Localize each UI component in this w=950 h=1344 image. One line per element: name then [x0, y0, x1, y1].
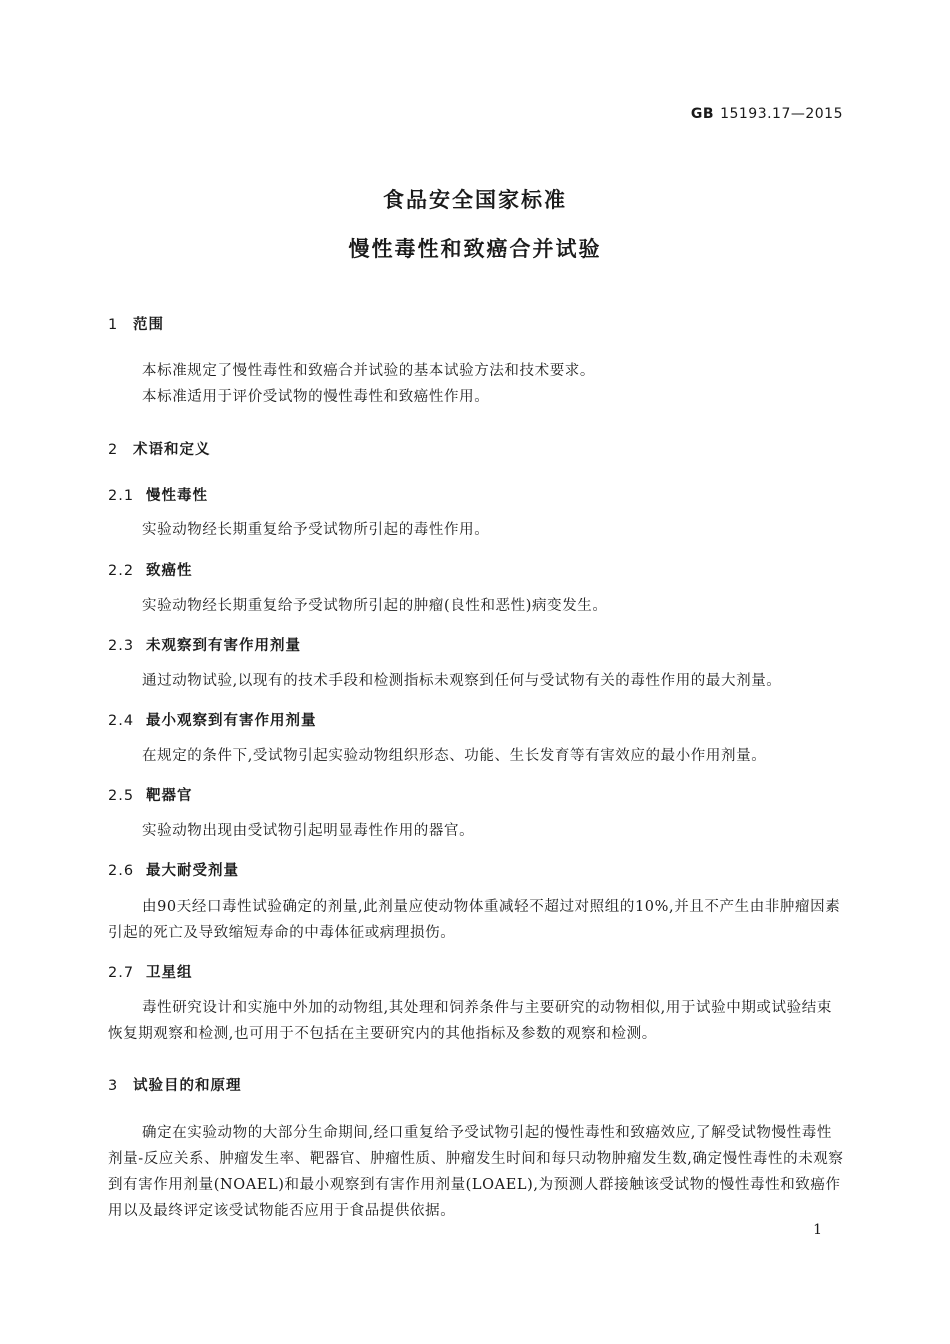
standard-code: 15193.17—2015: [720, 106, 843, 122]
term: 致癌性: [146, 563, 193, 579]
term: 最小观察到有害作用剂量: [146, 713, 317, 729]
definition-2-4-heading: [108, 709, 317, 730]
section-number: 2: [108, 442, 119, 458]
definition-2-6-heading: [108, 859, 239, 880]
definition-text: 实验动物经长期重复给予受试物所引起的肿瘤(良性和恶性)病变发生。: [142, 598, 608, 614]
gb-label: GB: [690, 106, 715, 122]
definition-2-5-heading: [108, 784, 193, 805]
definition-2-1-heading: [108, 484, 208, 505]
definition-2-7-heading: [108, 961, 193, 982]
term: 靶器官: [146, 788, 193, 804]
section-2-heading: [108, 438, 211, 459]
section-number: 2.7: [108, 965, 135, 981]
section-number: 3: [108, 1078, 119, 1094]
definition-2-3-heading: [108, 634, 301, 655]
paragraph: 本标准规定了慢性毒性和致癌合并试验的基本试验方法和技术要求。: [142, 363, 595, 379]
section-3-heading: [108, 1074, 242, 1095]
page-number: 1: [813, 1222, 822, 1238]
definition-text: 通过动物试验,以现有的技术手段和检测指标未观察到任何与受试物有关的毒性作用的最大剂量。: [142, 673, 782, 689]
section-number: 2.3: [108, 638, 135, 654]
sub-title: 慢性毒性和致癌合并试验: [348, 237, 602, 261]
definition-text: 实验动物出现由受试物引起明显毒性作用的器官。: [142, 823, 475, 839]
term: 慢性毒性: [146, 488, 208, 504]
definition-2-2-heading: [108, 559, 193, 580]
definition-text: 实验动物经长期重复给予受试物所引起的毒性作用。: [142, 522, 490, 538]
section-title: 试验目的和原理: [133, 1078, 242, 1094]
section-number: 2.1: [108, 488, 135, 504]
section-number: 2.2: [108, 563, 135, 579]
section-number: 2.6: [108, 863, 135, 879]
section-number: 2.5: [108, 788, 135, 804]
definition-text: 毒性研究设计和实施中外加的动物组,其处理和饲养条件与主要研究的动物相似,用于试验中期或试验结束恢复期观察和检测,也可用于不包括在主要研究内的其他指标及参数的观察和检测。: [108, 1000, 832, 1042]
paragraph: 本标准适用于评价受试物的慢性毒性和致癌性作用。: [142, 389, 490, 405]
term: 卫星组: [146, 965, 193, 981]
term: 最大耐受剂量: [146, 863, 239, 879]
section-title: 术语和定义: [133, 442, 211, 458]
standard-number: [691, 106, 843, 122]
main-title: 食品安全国家标准: [383, 188, 567, 212]
paragraph: 确定在实验动物的大部分生命期间,经口重复给予受试物引起的慢性毒性和致癌效应,了解受试物慢性毒性剂量-反应关系、肿瘤发生率、靶器官、肿瘤性质、肿瘤发生时间和每只动物肿瘤发生数,确定慢性毒性的未观察到有害作用剂量(NOAEL)和最小观察到有害作用剂量(LOAEL),为预测人群接触该受试物的慢性毒性和致癌作用以及最终评定该受试物能否应用于食品提供依据。: [108, 1125, 844, 1219]
section-number: 1: [108, 317, 119, 333]
term: 未观察到有害作用剂量: [146, 638, 301, 654]
definition-text: 由90天经口毒性试验确定的剂量,此剂量应使动物体重减轻不超过对照组的10%,并且不产生由非肿瘤因素引起的死亡及导致缩短寿命的中毒体征或病理损伤。: [108, 899, 841, 941]
section-1-heading: [108, 313, 164, 334]
section-number: 2.4: [108, 713, 135, 729]
definition-text: 在规定的条件下,受试物引起实验动物组织形态、功能、生长发育等有害效应的最小作用剂量。: [142, 748, 767, 764]
section-title: 范围: [133, 317, 164, 333]
